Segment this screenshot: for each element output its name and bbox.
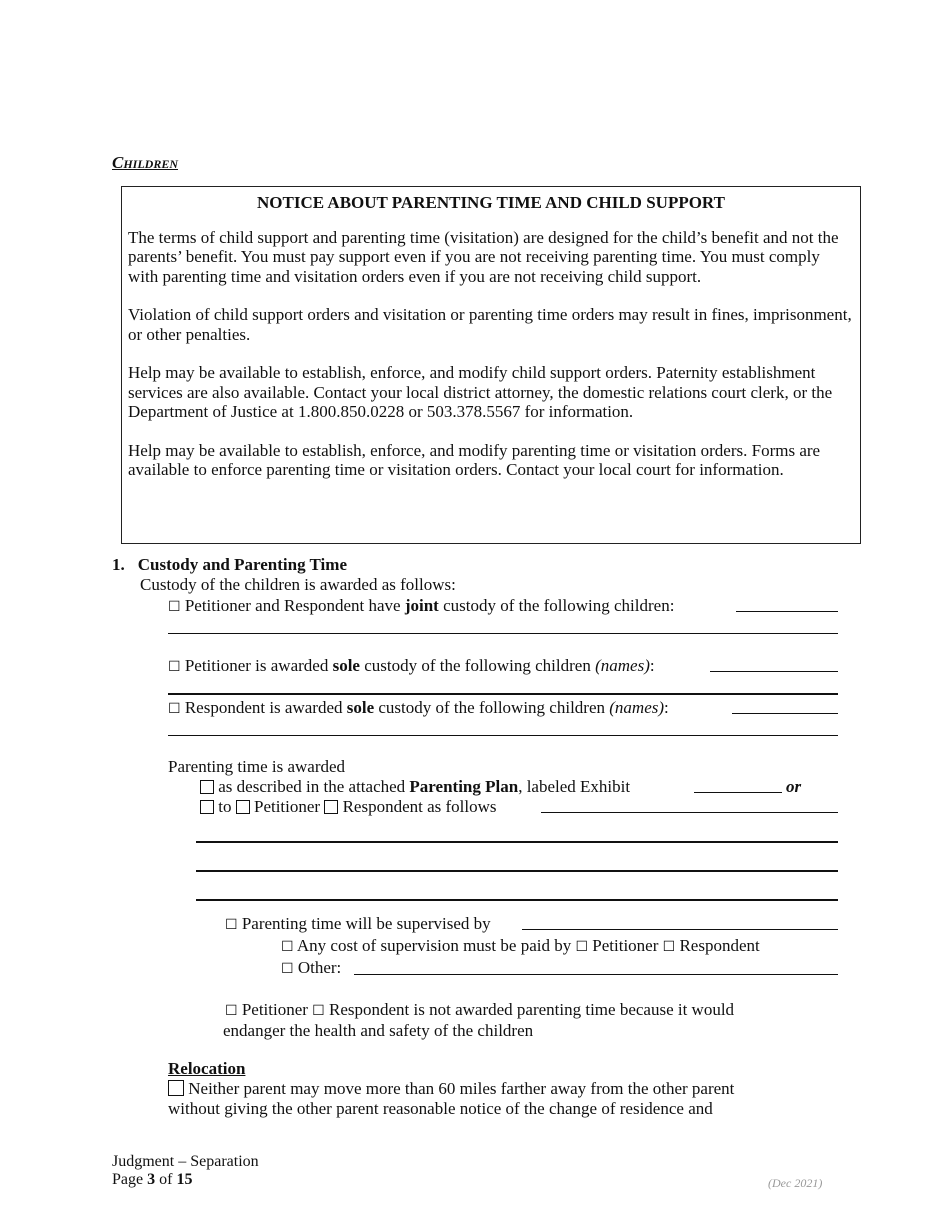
notice-title: NOTICE ABOUT PARENTING TIME AND CHILD SUPPORT: [257, 193, 725, 212]
to-petitioner-checkbox[interactable]: [236, 800, 250, 814]
joint-custody-option: [168, 596, 674, 618]
cost-respondent-checkbox[interactable]: ☐: [662, 939, 676, 955]
plan-text-pre: as described in the attached: [218, 777, 410, 796]
to-respondent-label: Respondent as follows: [342, 797, 497, 816]
custody-intro: Custody of the children is awarded as follows:: [140, 575, 456, 594]
page-of: of: [159, 1171, 173, 1188]
supervised-option: [225, 914, 491, 936]
joint-text-post: custody of the following children:: [438, 596, 675, 615]
as-follows-line4[interactable]: [196, 899, 838, 901]
joint-text-pre: Petitioner and Respondent have: [184, 596, 405, 615]
resp-text-pre: Respondent is awarded: [184, 698, 347, 717]
resp-text-bold: sole: [346, 698, 375, 717]
pet-colon: :: [649, 656, 655, 675]
exhibit-field[interactable]: [694, 792, 782, 793]
parenting-intro: Parenting time is awarded: [168, 757, 346, 776]
cost-respondent-label: Respondent: [679, 936, 760, 955]
section-number: 1.: [112, 555, 125, 574]
relocation-title: Relocation: [168, 1059, 246, 1078]
or-label: or: [786, 777, 802, 796]
pet-names-label: (names): [595, 656, 650, 675]
supervision-cost-option: [281, 936, 760, 958]
petitioner-sole-field-line2[interactable]: [168, 693, 838, 695]
not-awarded-option: [225, 1000, 734, 1022]
not-awarded-text-2: endanger the health and safety of the children: [223, 1021, 534, 1040]
petitioner-sole-checkbox[interactable]: ☐: [168, 659, 181, 675]
relocation-checkbox[interactable]: [168, 1080, 184, 1096]
revision-date: (Dec 2021): [768, 1176, 823, 1190]
page-total: 15: [176, 1171, 193, 1188]
pet-text-pre: Petitioner is awarded: [184, 656, 333, 675]
other-checkbox[interactable]: ☐: [281, 961, 294, 977]
relocation-option: [168, 1079, 734, 1099]
to-petitioner-label: Petitioner: [253, 797, 321, 816]
joint-children-field-line2[interactable]: [168, 633, 838, 634]
notice-box: [121, 186, 861, 544]
resp-text-post: custody of the following children: [374, 698, 610, 717]
plan-text-post: , labeled Exhibit: [518, 777, 631, 796]
parenting-plan-checkbox[interactable]: [200, 780, 214, 794]
notice-paragraph-4: Help may be available to establish, enforce, and modify parenting time or visitation orders. Forms are available to enforce parenting time or visitation orders. Contact your local court for information.: [128, 440, 821, 479]
footer-doc-title: Judgment – Separation: [112, 1153, 259, 1170]
supervisor-field[interactable]: [522, 929, 838, 930]
section-1-title: [112, 555, 347, 575]
not-awarded-respondent-label: Respondent: [328, 1000, 410, 1019]
cost-label: Any cost of supervision must be paid by: [296, 936, 572, 955]
notice-paragraph-2: Violation of child support orders and visitation or parenting time orders may result in fines, imprisonment, or other penalties.: [128, 305, 852, 344]
respondent-sole-option: [168, 698, 669, 720]
notice-paragraph-3: Help may be available to establish, enforce, and modify child support orders. Paternity establishment services are also available. Contact your local district attorney, the domestic relations court clerk, or the Department of Justice at 1.800.850.0228 or 503.378.5567 for information.: [128, 363, 833, 421]
respondent-sole-field[interactable]: [732, 713, 838, 714]
page-label: Page: [112, 1171, 144, 1188]
page-current: 3: [147, 1171, 156, 1188]
not-awarded-respondent-checkbox[interactable]: ☐: [312, 1003, 325, 1019]
cost-petitioner-checkbox[interactable]: ☐: [575, 939, 589, 955]
joint-text-bold: joint: [404, 596, 439, 615]
parenting-to-option: [200, 797, 497, 817]
petitioner-sole-field[interactable]: [710, 671, 838, 672]
joint-children-field[interactable]: [736, 611, 838, 612]
respondent-sole-field-line2[interactable]: [168, 735, 838, 736]
other-label: Other:: [297, 958, 342, 977]
relocation-text-2: without giving the other parent reasonable notice of the change of residence and: [168, 1099, 713, 1118]
respondent-sole-checkbox[interactable]: ☐: [168, 701, 181, 717]
supervised-label: Parenting time will be supervised by: [241, 914, 491, 933]
to-respondent-checkbox[interactable]: [324, 800, 338, 814]
section-heading: Children: [112, 153, 179, 172]
not-awarded-text-1: is not awarded parenting time because it would: [413, 1000, 735, 1019]
cost-petitioner-label: Petitioner: [592, 936, 659, 955]
relocation-text-1: Neither parent may move more than 60 miles farther away from the other parent: [188, 1079, 735, 1098]
resp-names-label: (names): [609, 698, 665, 717]
notice-paragraph-1: The terms of child support and parenting time (visitation) are designed for the child’s benefit and not the parents’ benefit. You must pay support even if you are not receiving parenting time. You must comply with parenting time and visitation orders even if you are not receiving child support.: [128, 227, 839, 286]
to-label: to: [218, 797, 232, 816]
parenting-to-checkbox[interactable]: [200, 800, 214, 814]
footer: [112, 1153, 259, 1189]
not-awarded-petitioner-checkbox[interactable]: ☐: [225, 1003, 238, 1019]
as-follows-line3[interactable]: [196, 870, 838, 872]
parenting-plan-option: [200, 777, 630, 797]
pet-text-post: custody of the following children: [359, 656, 596, 675]
cost-checkbox[interactable]: ☐: [281, 939, 294, 955]
section-title: Custody and Parenting Time: [137, 555, 347, 574]
supervision-other-option: [281, 958, 341, 980]
not-awarded-petitioner-label: Petitioner: [241, 1000, 308, 1019]
plan-text-bold: Parenting Plan: [409, 777, 519, 796]
joint-checkbox[interactable]: ☐: [168, 599, 181, 615]
pet-text-bold: sole: [332, 656, 360, 675]
as-follows-field[interactable]: [541, 812, 838, 813]
supervised-checkbox[interactable]: ☐: [225, 917, 238, 933]
resp-colon: :: [664, 698, 669, 717]
other-field[interactable]: [354, 974, 838, 975]
petitioner-sole-option: [168, 656, 655, 678]
footer-page-number: [112, 1171, 259, 1189]
as-follows-line2[interactable]: [196, 841, 838, 843]
